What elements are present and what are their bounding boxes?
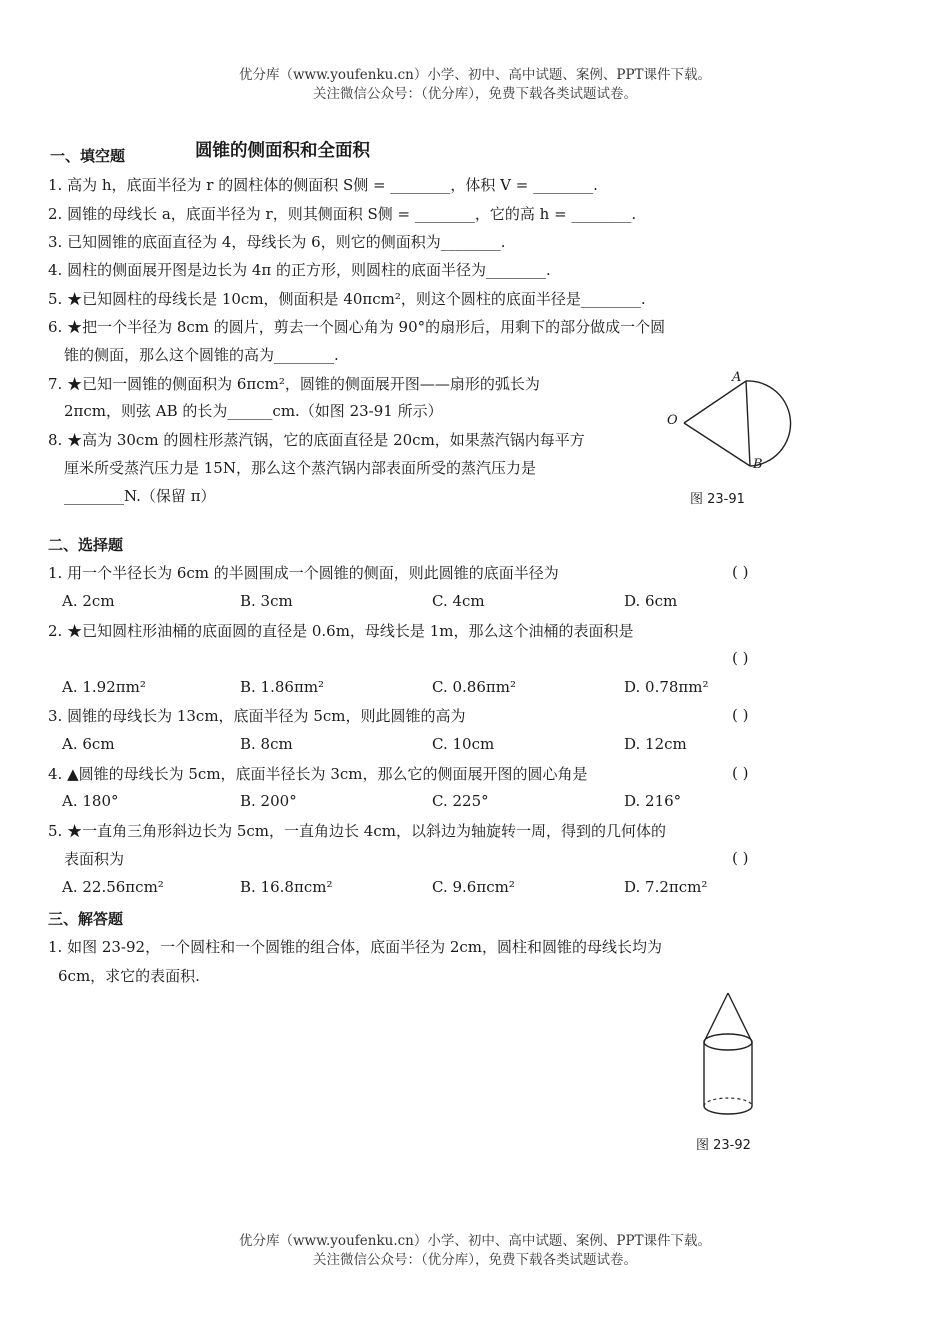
choice-question-1-answer-blank: ( ) bbox=[732, 563, 749, 581]
answer-question-1-line-1: 1. 如图 23-92，一个圆柱和一个圆锥的组合体，底面半径为 2cm，圆柱和圆锥的母线长均为 bbox=[48, 938, 663, 956]
choice-question-5-option-d: D. 7.2πcm² bbox=[624, 878, 708, 896]
figure-23-91-sector bbox=[670, 368, 780, 478]
choice-question-1-option-d: D. 6cm bbox=[624, 592, 678, 610]
choice-question-4-option-b: B. 200° bbox=[240, 792, 297, 810]
figure-23-92-caption: 图 23-92 bbox=[696, 1138, 751, 1153]
choice-question-5-option-b: B. 16.8πcm² bbox=[240, 878, 333, 896]
choice-question-2-option-a: A. 1.92πm² bbox=[62, 678, 146, 696]
fill-question-7-line-2: 2πcm，则弦 AB 的长为______cm.（如图 23-91 所示） bbox=[64, 402, 443, 420]
choice-question-4-option-c: C. 225° bbox=[432, 792, 489, 810]
choice-question-1-option-a: A. 2cm bbox=[62, 592, 115, 610]
choice-question-2-answer-blank: ( ) bbox=[732, 649, 749, 667]
fill-question-7-line-1: 7. ★已知一圆锥的侧面积为 6πcm²，圆锥的侧面展开图——扇形的弧长为 bbox=[48, 375, 540, 393]
choice-question-3-option-b: B. 8cm bbox=[240, 735, 293, 753]
fill-question-8-line-2: 厘米所受蒸汽压力是 15N，那么这个蒸汽锅内部表面所受的蒸汽压力是 bbox=[64, 459, 536, 477]
choice-question-4-option-d: D. 216° bbox=[624, 792, 682, 810]
choice-question-5-answer-blank: ( ) bbox=[732, 849, 749, 867]
choice-question-3-stem: 3. 圆锥的母线长为 13cm，底面半径为 5cm，则此圆锥的高为 bbox=[48, 707, 466, 725]
choice-question-5-option-a: A. 22.56πcm² bbox=[62, 878, 164, 896]
fill-question-6-line-2: 锥的侧面，那么这个圆锥的高为________. bbox=[64, 346, 339, 364]
fill-question-4: 4. 圆柱的侧面展开图是边长为 4π 的正方形，则圆柱的底面半径为________. bbox=[48, 261, 551, 279]
footer-line-2: 关注微信公众号：（优分库），免费下载各类试题试卷。 bbox=[313, 1252, 637, 1268]
header-line-2: 关注微信公众号：（优分库），免费下载各类试题试卷。 bbox=[313, 86, 637, 102]
figure-23-92-cone-cylinder bbox=[695, 990, 765, 1125]
choice-question-2-option-b: B. 1.86πm² bbox=[240, 678, 325, 696]
figure-23-91-label-b: B bbox=[753, 457, 763, 472]
choice-question-1-option-c: C. 4cm bbox=[432, 592, 485, 610]
section-3-heading: 三、解答题 bbox=[48, 910, 124, 928]
choice-question-3-option-d: D. 12cm bbox=[624, 735, 687, 753]
choice-question-4-option-a: A. 180° bbox=[62, 792, 119, 810]
choice-question-1-option-b: B. 3cm bbox=[240, 592, 293, 610]
answer-question-1-line-2: 6cm，求它的表面积. bbox=[58, 967, 200, 985]
page-title: 圆锥的侧面积和全面积 bbox=[195, 141, 370, 161]
choice-question-3-option-a: A. 6cm bbox=[62, 735, 115, 753]
section-1-heading: 一、填空题 bbox=[50, 147, 126, 165]
choice-question-3-answer-blank: ( ) bbox=[732, 706, 749, 724]
choice-question-2-option-c: C. 0.86πm² bbox=[432, 678, 516, 696]
figure-23-91-caption: 图 23-91 bbox=[690, 492, 745, 507]
choice-question-5-stem: 5. ★一直角三角形斜边长为 5cm，一直角边长 4cm，以斜边为轴旋转一周，得到的几何体的 bbox=[48, 822, 666, 840]
choice-question-5-stem-line-2: 表面积为 bbox=[64, 850, 125, 868]
choice-question-4-stem: 4. ▲圆锥的母线长为 5cm，底面半径长为 3cm，那么它的侧面展开图的圆心角是 bbox=[48, 765, 588, 783]
section-2-heading: 二、选择题 bbox=[48, 536, 124, 554]
fill-question-8-line-1: 8. ★高为 30cm 的圆柱形蒸汽锅，它的底面直径是 20cm，如果蒸汽锅内每平方 bbox=[48, 431, 585, 449]
fill-question-5: 5. ★已知圆柱的母线长是 10cm，侧面积是 40πcm²，则这个圆柱的底面半径是________. bbox=[48, 290, 646, 308]
choice-question-1-stem: 1. 用一个半径长为 6cm 的半圆围成一个圆锥的侧面，则此圆锥的底面半径为 bbox=[48, 564, 559, 582]
header-line-1: 优分库（www.youfenku.cn）小学、初中、高中试题、案例、PPT课件下载。 bbox=[238, 67, 712, 83]
choice-question-5-option-c: C. 9.6πcm² bbox=[432, 878, 515, 896]
fill-question-3: 3. 已知圆锥的底面直径为 4，母线长为 6，则它的侧面积为________. bbox=[48, 233, 506, 251]
figure-23-91-label-a: A bbox=[732, 370, 742, 385]
footer-line-1: 优分库（www.youfenku.cn）小学、初中、高中试题、案例、PPT课件下载。 bbox=[238, 1233, 712, 1249]
fill-question-1: 1. 高为 h，底面半径为 r 的圆柱体的侧面积 S侧 = ________，体积 V = ________. bbox=[48, 176, 598, 194]
choice-question-2-option-d: D. 0.78πm² bbox=[624, 678, 709, 696]
fill-question-8-line-3: ________N.（保留 π） bbox=[64, 487, 216, 505]
choice-question-3-option-c: C. 10cm bbox=[432, 735, 495, 753]
fill-question-6-line-1: 6. ★把一个半径为 8cm 的圆片，剪去一个圆心角为 90°的扇形后，用剩下的部分做成一个圆 bbox=[48, 318, 666, 336]
choice-question-2-stem: 2. ★已知圆柱形油桶的底面圆的直径是 0.6m，母线长是 1m，那么这个油桶的表面积是 bbox=[48, 622, 634, 640]
figure-23-91-label-o: O bbox=[667, 413, 678, 428]
fill-question-2: 2. 圆锥的母线长 a，底面半径为 r，则其侧面积 S侧 = ________，它的高 h = ________. bbox=[48, 205, 637, 223]
choice-question-4-answer-blank: ( ) bbox=[732, 764, 749, 782]
